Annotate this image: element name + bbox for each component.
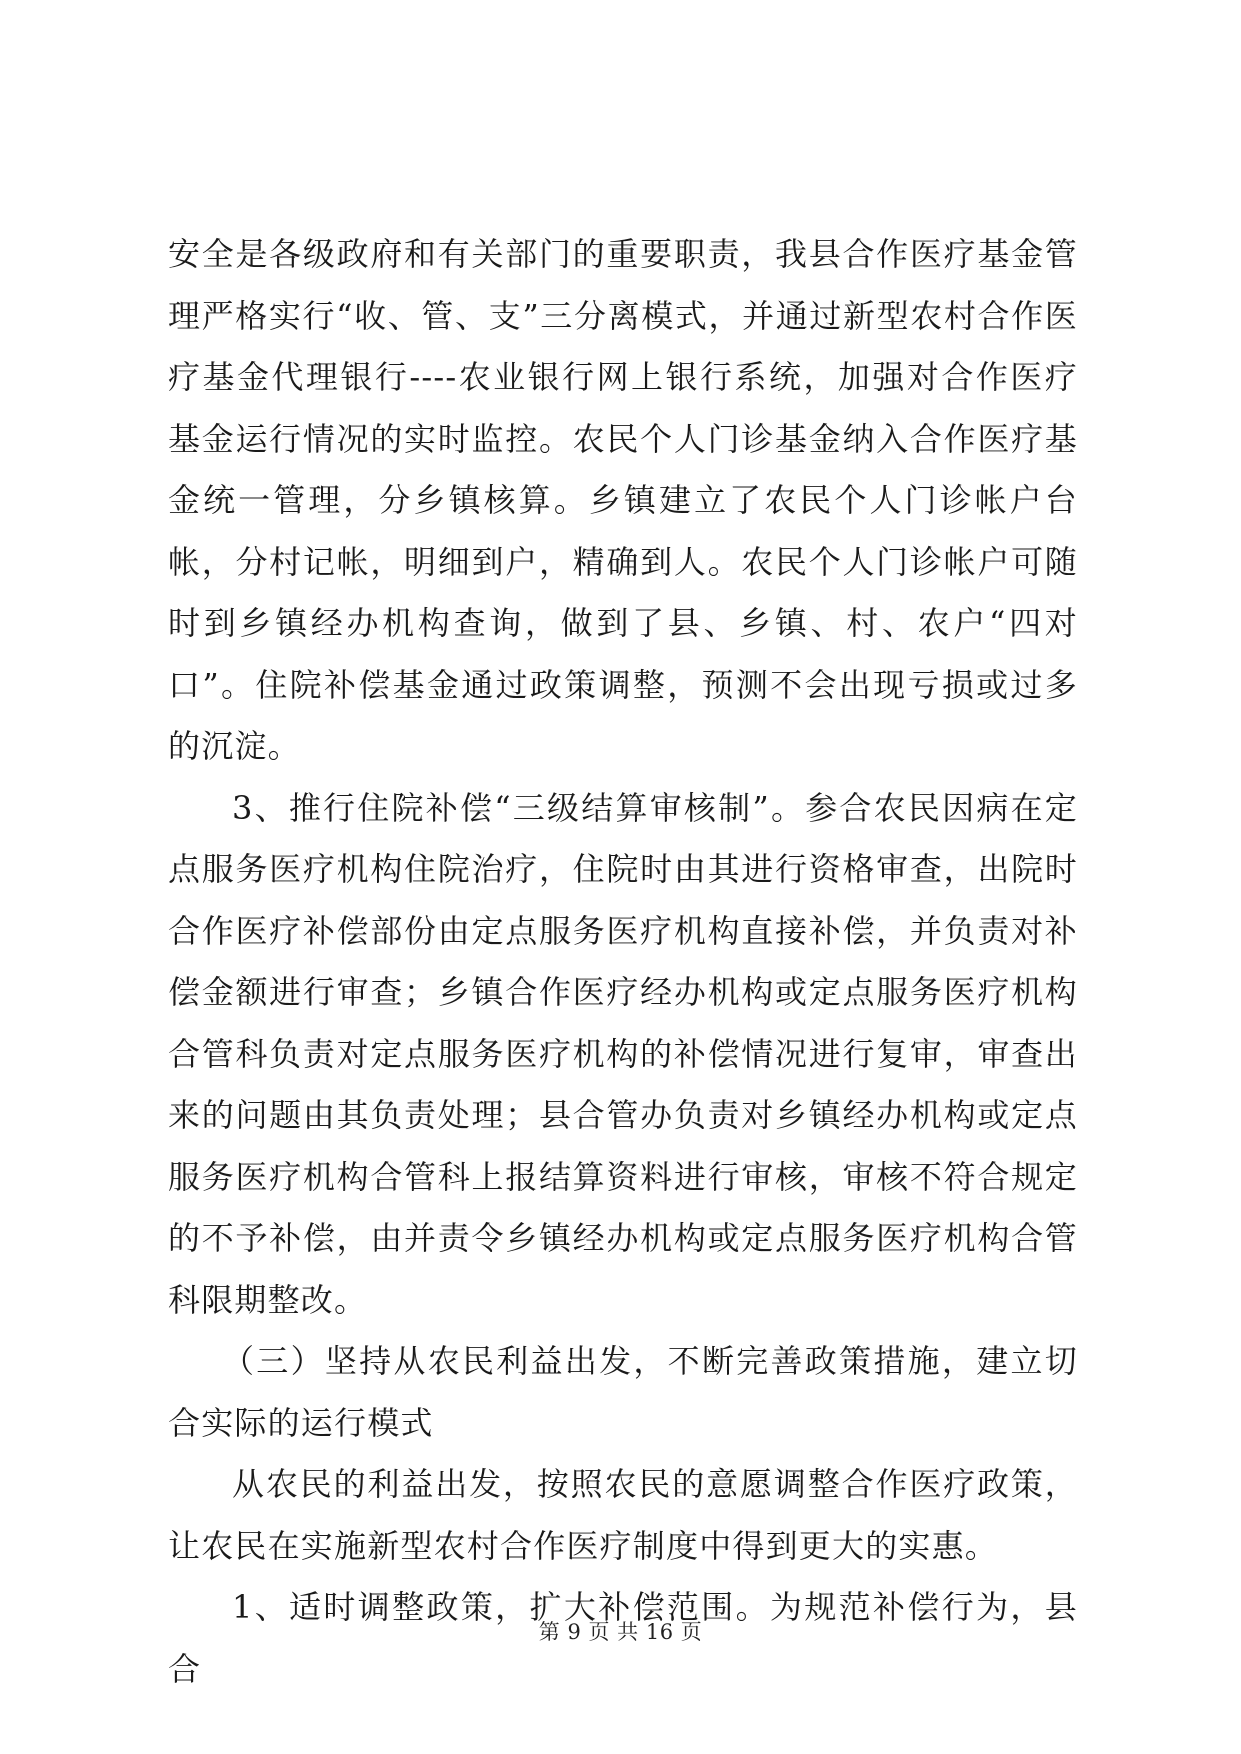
paragraph-farmer-interest: 从农民的利益出发，按照农民的意愿调整合作医疗政策，让农民在实施新型农村合作医疗制度中得到更大的实惠。 (168, 1465, 1078, 1565)
page-footer: 第 9 页 共 16 页 (538, 1620, 703, 1644)
paragraph-settlement-audit: 3、推行住院补偿“三级结算审核制”。参合农民因病在定点服务医疗机构住院治疗，住院时由其进行资格审查，出院时合作医疗补偿部份由定点服务医疗机构直接补偿，并负责对补偿金额进行审查；乡镇合作医疗经办机构或定点服务医疗机构合管科负责对定点服务医疗机构的补偿情况进行复审，审查出来的问题由其负责处理；县合管办负责对乡镇经办机构或定点服务医疗机构合管科上报结算资料进行审核，审核不符合规定的不予补偿，由并责令乡镇经办机构或定点服务医疗机构合管科限期整改。 (168, 788, 1078, 1319)
document-body (168, 224, 1078, 1700)
paragraph-policy-adjust: 1、适时调整政策，扩大补偿范围。为规范补偿行为，县合 (168, 1588, 1078, 1688)
section-heading-three: （三）坚持从农民利益出发，不断完善政策措施，建立切合实际的运行模式 (168, 1342, 1078, 1442)
paragraph-continuation: 安全是各级政府和有关部门的重要职责，我县合作医疗基金管理严格实行“收、管、支”三分离模式，并通过新型农村合作医疗基金代理银行----农业银行网上银行系统，加强对合作医疗基金运行情况的实时监控。农民个人门诊基金纳入合作医疗基金统一管理，分乡镇核算。乡镇建立了农民个人门诊帐户台帐，分村记帐，明细到户，精确到人。农民个人门诊帐户可随时到乡镇经办机构查询，做到了县、乡镇、村、农户“四对口”。住院补偿基金通过政策调整，预测不会出现亏损或过多的沉淀。 (168, 235, 1078, 765)
